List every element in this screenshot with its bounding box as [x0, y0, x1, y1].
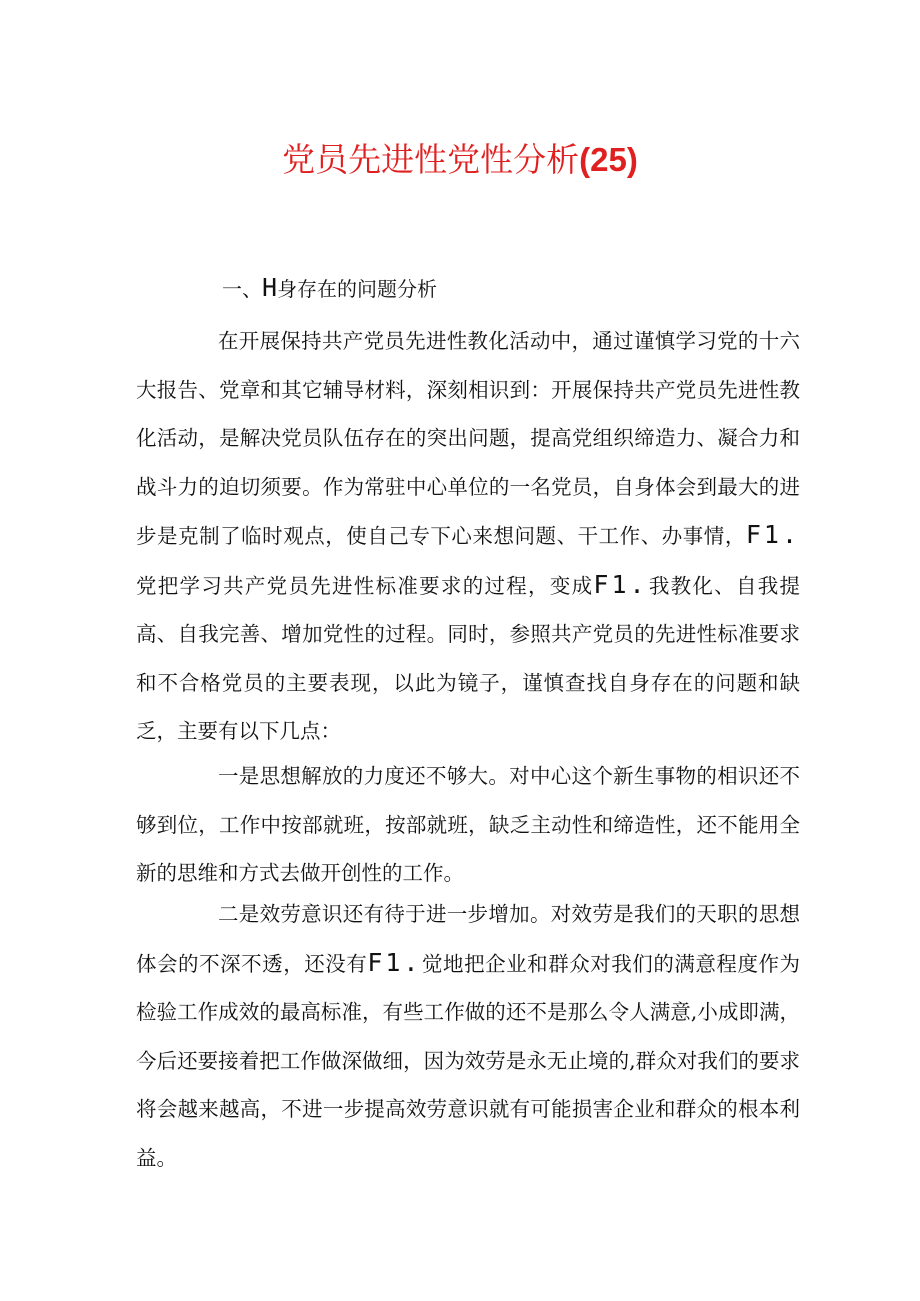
heading-prefix: 一、	[222, 277, 262, 301]
document-title	[0, 136, 920, 184]
paragraph-point-two-part-a: 二是效劳意识还有待于进一步增加。对效劳是我们的天职的思想体会的不深不透，还没有	[136, 902, 800, 976]
paragraph-intro-f1-a: F1.	[745, 520, 800, 549]
heading-rest: 身存在的问题分析	[277, 277, 438, 301]
paragraph-intro-part-c: 我教化、自我提高、自我完善、增加党性的过程。同时，参照共产党员的先进性标准要求和不合格党员的主要表现，以此为镜子，谨慎查找自身存在的问题和缺乏，主要有以下几点：	[136, 573, 801, 743]
paragraph-intro-f1-b: F1.	[593, 569, 648, 599]
paragraph-intro	[136, 317, 800, 756]
paragraph-point-two-part-b: 觉地把企业和群众对我们的满意程度作为检验工作成效的最高标准，有些工作做的还不是那么令人满意,小成即满，今后还要接着把工作做深做细，因为效劳是永无止境的,群众对我们的要求将会越来越高，不进一步提高效劳意识就有可能损害企业和群众的根本利益。	[136, 951, 801, 1170]
title-number: (25)	[579, 141, 638, 178]
heading-letter: H	[262, 273, 278, 302]
paragraph-point-two-f1: F1.	[367, 947, 422, 977]
title-text: 党员先进性党性分析	[282, 140, 580, 179]
paragraph-intro-part-b: 党把学习共产党员先进性标准要求的过程，变成	[136, 573, 594, 598]
paragraph-intro-part-a: 在开展保持共产党员先进性教化活动中，通过谨慎学习党的十六大报告、党章和其它辅导材料，深刻相识到：开展保持共产党员先进性教化活动，是解决党员队伍存在的突出问题，提高党组织缔造力、凝合力和战斗力的迫切须要。作为常驻中心单位的一名党员，自身体会到最大的进步是克制了临时观点，使自己专下心来想问题、干工作、办事情，	[136, 329, 800, 548]
paragraph-point-two	[136, 890, 800, 1182]
section-heading	[222, 270, 437, 307]
paragraph-point-one: 一是思想解放的力度还不够大。对中心这个新生事物的相识还不够到位，工作中按部就班，按部就班，缺乏主动性和缔造性，还不能用全新的思维和方式去做开创性的工作。	[136, 764, 800, 885]
